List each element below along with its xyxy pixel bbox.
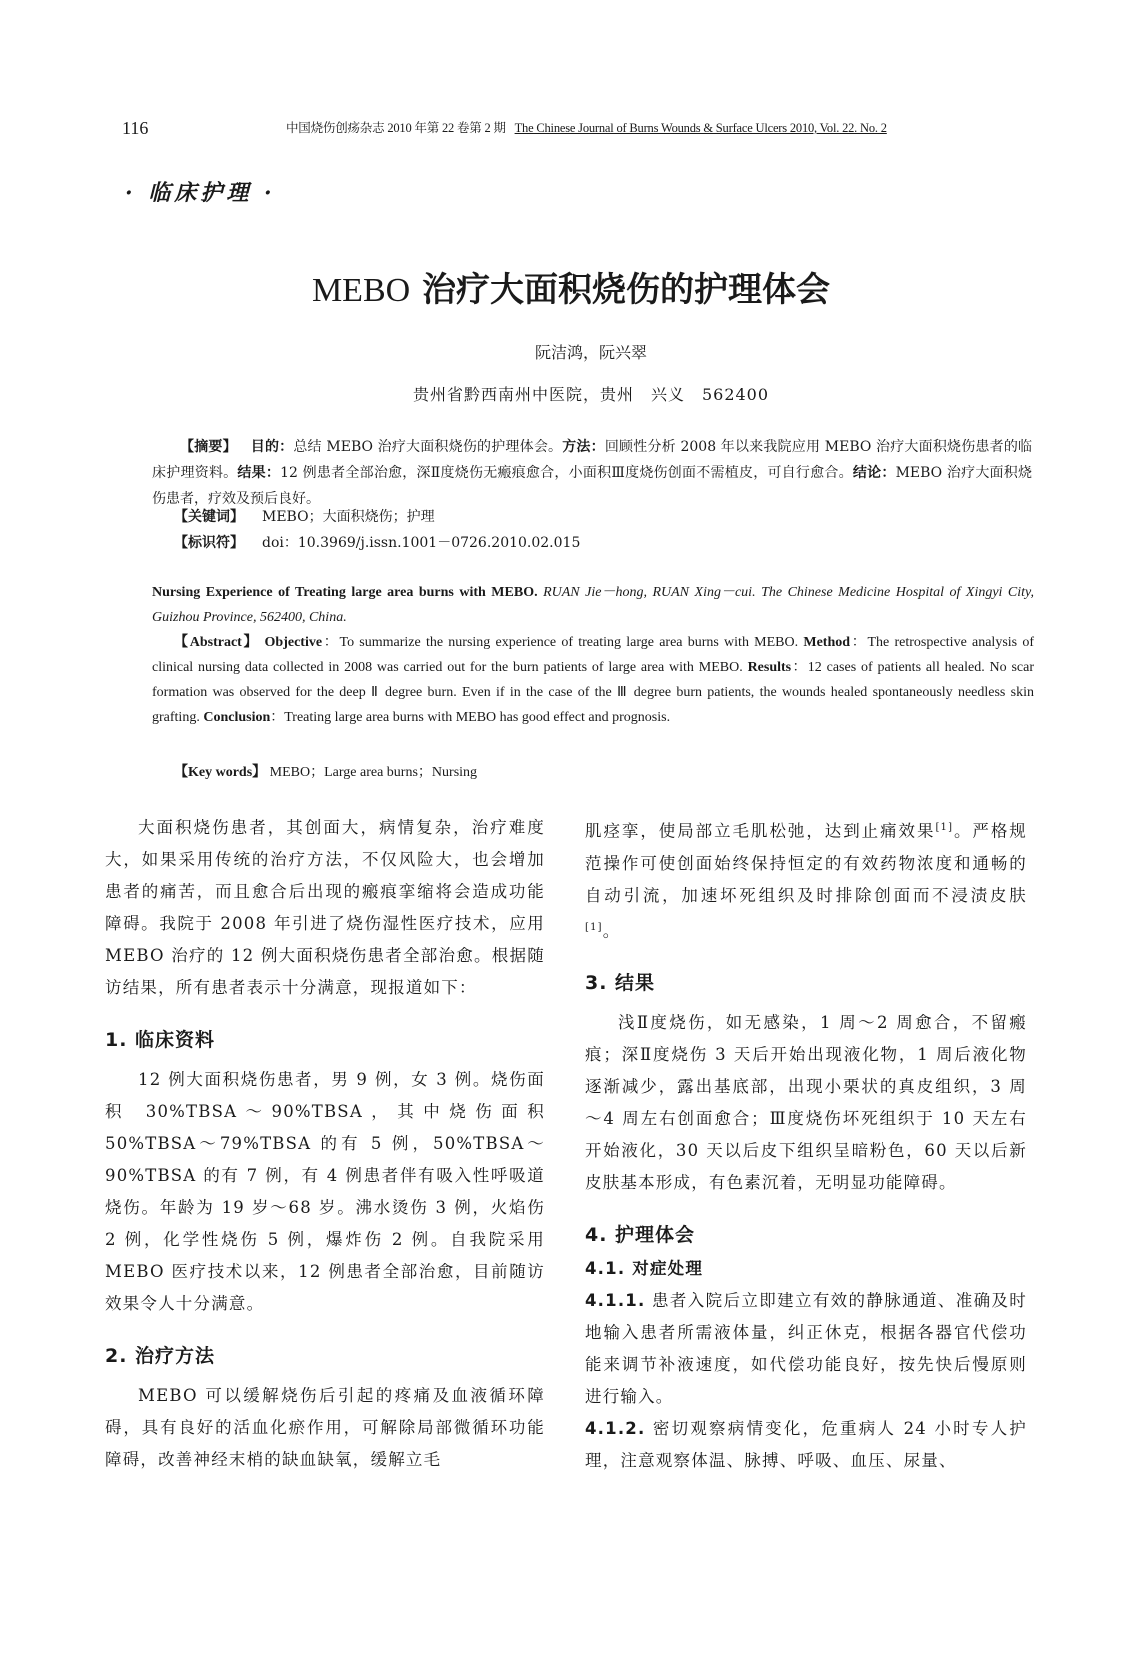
en-method-label: Method — [803, 635, 851, 650]
s2-cont2-end: 。 — [602, 921, 621, 940]
cn-keywords — [174, 506, 435, 526]
journal-en: The Chinese Journal of Burns Wounds & Surface Ulcers 2010, Vol. 22. No. 2 — [514, 121, 887, 135]
section-4-1-1-label: 4.1.1. — [585, 1291, 646, 1310]
section-2-text: MEBO 可以缓解烧伤后引起的疼痛及血液循环障碍，具有良好的活血化瘀作用，可解除局部微循环功能障碍，改善神经末梢的缺血缺氧，缓解立毛 — [105, 1386, 545, 1469]
intro-paragraph: 大面积烧伤患者，其创面大，病情复杂，治疗难度大，如果采用传统的治疗方法，不仅风险大，也会增加患者的痛苦，而且愈合后出现的瘢痕挛缩将会造成功能障碍。我院于 2008 年引进了烧伤湿性医疗技术，应用 MEBO 治疗的 12 例大面积烧伤患者全部治愈。根据随访结果，所有患者表示十分满意，现报道如下： — [105, 818, 545, 997]
section-4-1-2 — [585, 1413, 1027, 1477]
en-abstract — [152, 630, 1034, 730]
ref-1: [1] — [935, 822, 954, 833]
running-head — [286, 118, 1086, 136]
en-authors-affil: RUAN Jie－hong, RUAN Xing－cui. The Chinese Medicine Hospital of Xingyi City, Guizhou Province, 562400, China. — [152, 585, 1034, 625]
en-title: Nursing Experience of Treating large area burns with MEBO. — [152, 585, 538, 600]
page-number: 116 — [122, 118, 149, 138]
cn-purpose: 总结 MEBO 治疗大面积烧伤的护理体会。 — [293, 439, 563, 455]
en-keywords-text: MEBO；Large area burns；Nursing — [266, 765, 478, 780]
cn-abstract — [152, 434, 1032, 512]
section-4-1-1-text: 患者入院后立即建立有效的静脉通道、准确及时地输入患者所需液体量，纠正休克，根据各器官代偿功能来调节补液速度，如代偿功能良好，按先快后慢原则进行输入。 — [585, 1291, 1027, 1406]
journal-cn: 中国烧伤创疡杂志 2010 年第 22 卷第 2 期 — [286, 121, 506, 135]
section-4-1-2-label: 4.1.2. — [585, 1419, 646, 1438]
s2-cont-text: 肌痉挛，使局部立毛肌松弛，达到止痛效果 — [585, 821, 936, 841]
authors: 阮洁鸿，阮兴翠 — [534, 343, 647, 362]
article-title — [0, 262, 1142, 311]
ref-1b: [1] — [585, 921, 603, 933]
section-3-text: 浅Ⅱ度烧伤，如无感染，1 周～2 周愈合，不留瘢痕；深Ⅱ度烧伤 3 天后开始出现液化物，1 周后液化物逐渐减少，露出基底部，出现小栗状的真皮组织，3 周～4 周左右创面愈合；Ⅲ度烧伤坏死组织于 10 天左右开始液化，30 天以后皮下组织呈暗粉色，60 天以后新皮肤基本形成，有色素沉着，无明显功能障碍。 — [585, 1013, 1027, 1192]
en-abstract-label: 【Abstract】 — [174, 635, 260, 650]
section-1-heading: 1. 临床资料 — [105, 1029, 216, 1051]
en-results: ：12 cases of patients all healed. No scar formation was observed for the deep Ⅱ degree burn. Even if in the case of the Ⅲ degree burn patients, the wounds healed spontaneously needless skin grafting. — [152, 660, 1035, 725]
section-4-1-2-text: 密切观察病情变化，危重病人 24 小时专人护理，注意观察体温、脉搏、呼吸、血压、尿量、 — [585, 1419, 1027, 1470]
cn-method: 回顾性分析 2008 年以来我院应用 MEBO 治疗大面积烧伤患者的临床护理资料。 — [152, 439, 1033, 481]
section-3-heading: 3. 结果 — [585, 972, 656, 994]
s2-cont2-text: 。严格规范操作可使创面始终保持恒定的有效药物浓度和通畅的自动引流，加速坏死组织及时排除创面而不浸渍皮肤 — [585, 821, 1027, 905]
affiliation: 贵州省黔西南州中医院，贵州 兴义 562400 — [412, 385, 770, 404]
cn-conclusion-label: 结论： — [852, 465, 896, 481]
en-results-label: Results — [747, 660, 792, 675]
en-title-block — [152, 580, 1034, 630]
cn-doi-text: doi：10.3969/j.issn.1001－0726.2010.02.015 — [262, 535, 581, 551]
section-2-continued — [585, 812, 1027, 947]
cn-doi-label: 【标识符】 — [174, 535, 244, 551]
cn-abstract-label: 【摘要】 — [180, 439, 237, 455]
en-method: ：The retrospective analysis of clinical nursing data collected in 2008 was carried out for the burn patients of large area with MEBO. — [152, 635, 1034, 675]
section-label: · 临床护理 · — [125, 180, 276, 206]
cn-result: 12 例患者全部治愈，深Ⅱ度烧伤无瘢痕愈合，小面积Ⅲ度烧伤创面不需植皮，可自行愈合。 — [280, 465, 853, 481]
cn-result-label: 结果： — [237, 465, 281, 481]
cn-conclusion: MEBO 治疗大面积烧伤患者，疗效及预后良好。 — [152, 465, 1033, 507]
en-objective-label: Objective — [264, 635, 323, 650]
cn-keywords-label: 【关键词】 — [174, 509, 244, 525]
en-keywords-label: 【Key words】 — [174, 765, 267, 780]
title-latin: MEBO — [311, 272, 411, 309]
section-4-1-1 — [585, 1285, 1027, 1413]
en-keywords — [174, 760, 1056, 785]
cn-purpose-label: 目的： — [250, 439, 294, 455]
section-4-1-heading: 4.1. 对症处理 — [585, 1259, 704, 1278]
en-objective: ：To summarize the nursing experience of treating large area burns with MEBO. — [322, 635, 799, 650]
cn-method-label: 方法： — [562, 439, 605, 455]
section-1-text: 12 例大面积烧伤患者，男 9 例，女 3 例。烧伤面积 30%TBSA～90%TBSA，其中烧伤面积 50%TBSA～79%TBSA 的有 5 例，50%TBSA～90%TBSA 的有 7 例，有 4 例患者伴有吸入性呼吸道烧伤。年龄为 19 岁～68 岁。沸水烫伤 3 例，火焰伤 2 例，化学性烧伤 5 例，爆炸伤 2 例。自我院采用 MEBO 医疗技术以来，12 例患者全部治愈，目前随访效果令人十分满意。 — [105, 1070, 545, 1313]
body-column-right — [585, 812, 1027, 1477]
cn-keywords-text: MEBO；大面积烧伤；护理 — [262, 509, 435, 525]
section-2-heading: 2. 治疗方法 — [105, 1345, 216, 1367]
body-column-left — [105, 812, 545, 1476]
title-cn: 治疗大面积烧伤的护理体会 — [410, 270, 831, 310]
en-conclusion: ：Treating large area burns with MEBO has good effect and prognosis. — [270, 710, 671, 725]
section-4-heading: 4. 护理体会 — [585, 1224, 696, 1246]
en-conclusion-label: Conclusion — [203, 710, 271, 725]
cn-doi — [174, 532, 580, 552]
